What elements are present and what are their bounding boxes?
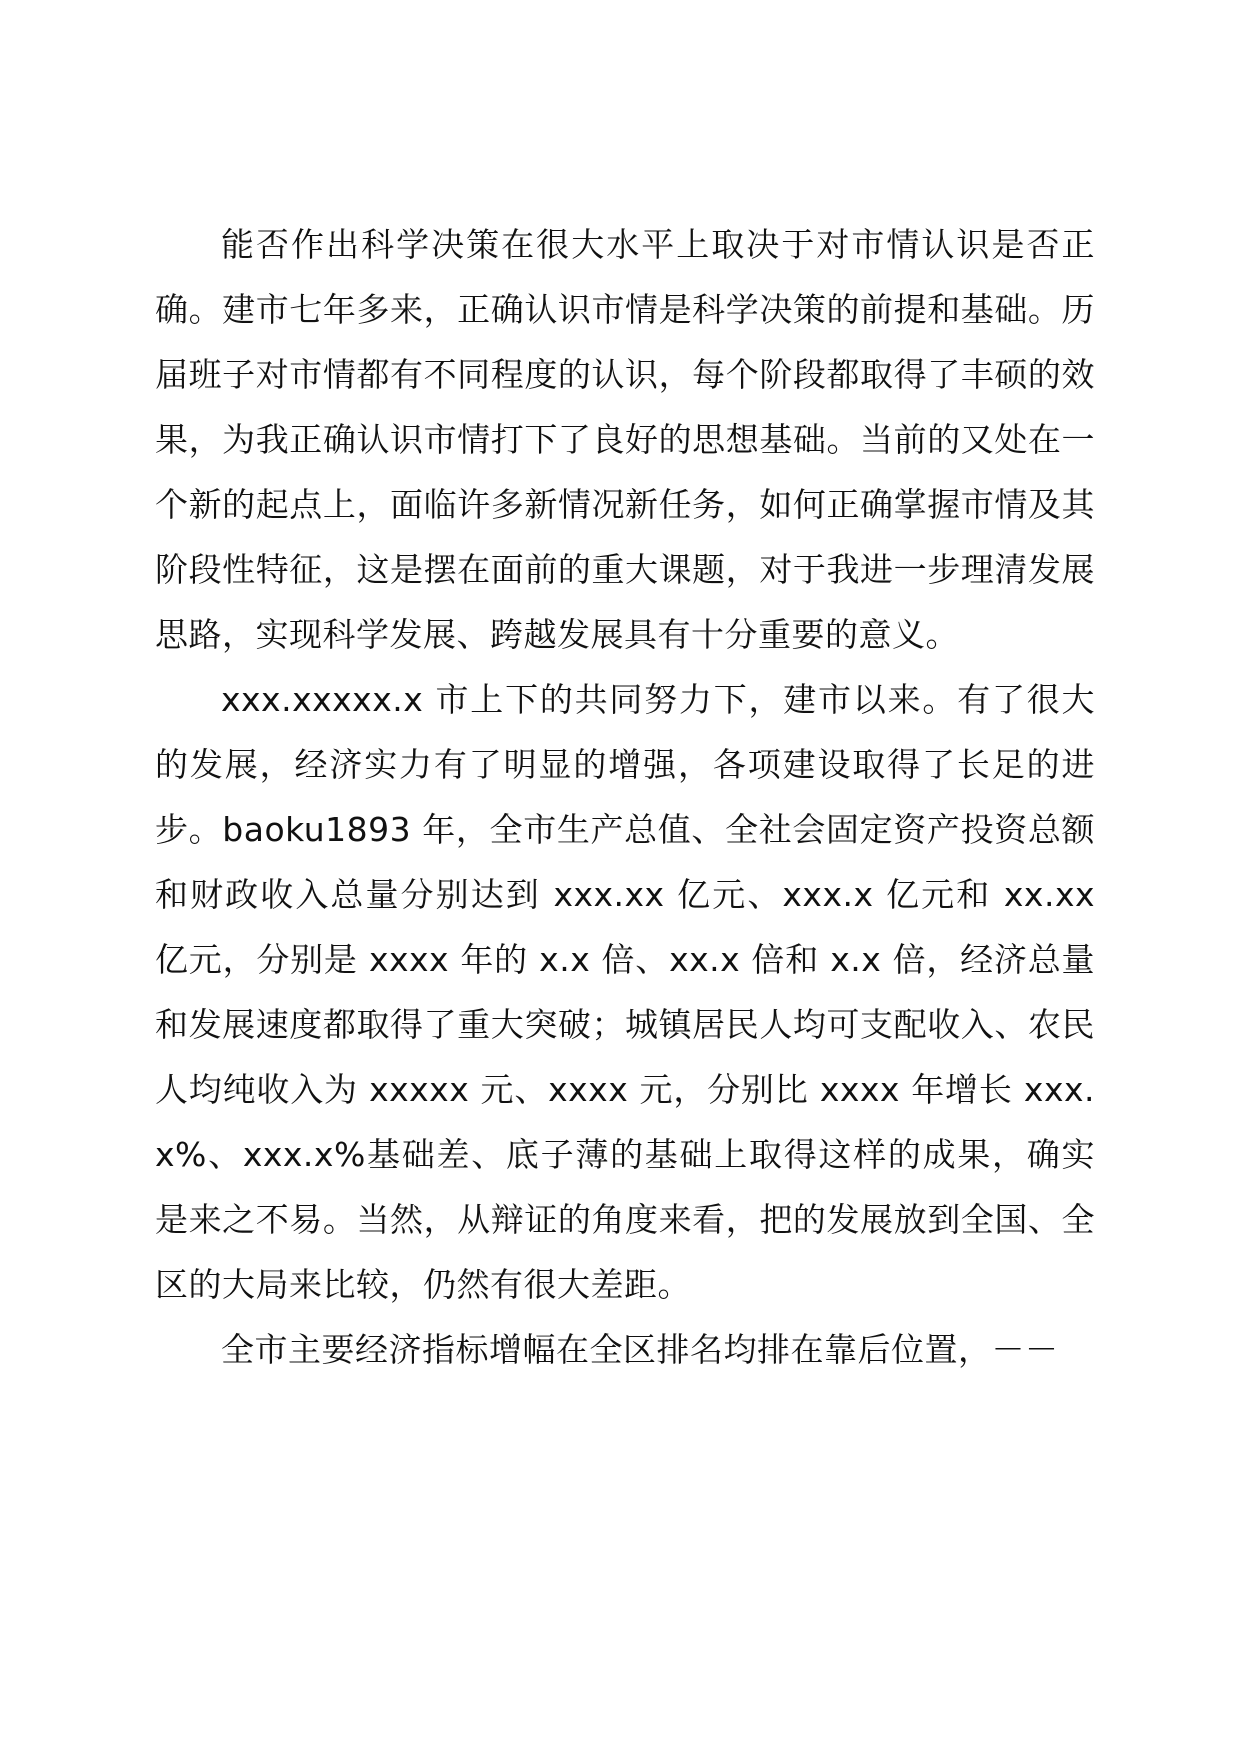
paragraph-3: 全市主要经济指标增幅在全区排名均排在靠后位置，－－ xyxy=(221,1330,1059,1369)
document-body xyxy=(155,212,1095,1382)
paragraph-1: 能否作出科学决策在很大水平上取决于对市情认识是否正确。建市七年多来，正确认识市情是科学决策的前提和基础。历届班子对市情都有不同程度的认识，每个阶段都取得了丰硕的效果，为我正确认识市情打下了良好的思想基础。当前的又处在一个新的起点上，面临许多新情况新任务，如何正确掌握市情及其阶段性特征，这是摆在面前的重大课题，对于我进一步理清发展思路，实现科学发展、跨越发展具有十分重要的意义。 xyxy=(155,225,1095,654)
paragraph-2: xxx.xxxxx.x 市上下的共同努力下，建市以来。有了很大的发展，经济实力有了明显的增强，各项建设取得了长足的进步。baoku1893 年，全市生产总值、全社会固定资产投资总额和财政收入总量分别达到 xxx.xx 亿元、xxx.x 亿元和 xx.xx 亿元，分别是 xxxx 年的 x.x 倍、xx.x 倍和 x.x 倍，经济总量和发展速度都取得了重大突破；城镇居民人均可支配收入、农民人均纯收入为 xxxxx 元、xxxx 元，分别比 xxxx 年增长 xxx.x%、xxx.x%基础差、底子薄的基础上取得这样的成果，确实是来之不易。当然，从辩证的角度来看，把的发展放到全国、全区的大局来比较，仍然有很大差距。 xyxy=(155,680,1095,1304)
